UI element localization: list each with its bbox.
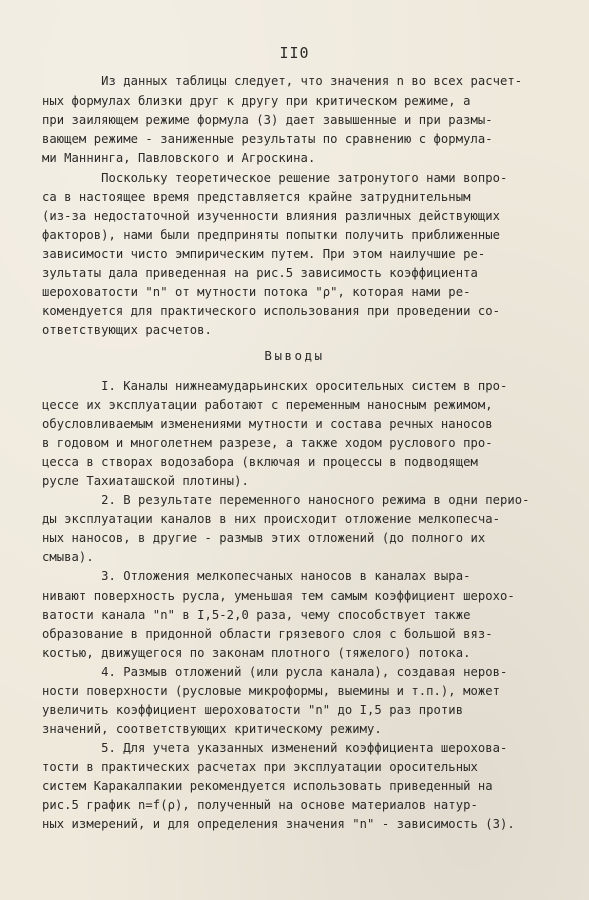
paragraph-2-line-7: шероховатости "n" от мутности потока "ρ", которая нами ре- bbox=[42, 285, 471, 299]
conclusion-1-line-6: русле Тахиаташской плотины). bbox=[42, 474, 249, 488]
paragraph-2-line-5: зависимости чисто эмпирическим путем. При этом наилучшие ре- bbox=[42, 247, 486, 261]
paragraph-1-line-1: Из данных таблицы следует, что значения n во всех расчет- bbox=[42, 74, 523, 88]
conclusion-4-line-4: значений, соответствующих критическому режиму. bbox=[42, 722, 382, 736]
conclusion-1-line-4: в годовом и многолетнем разрезе, а также ходом руслового про- bbox=[42, 436, 493, 450]
conclusion-3-line-2: нивают поверхность русла, уменьшая тем самым коэффициент шерохо- bbox=[42, 589, 515, 603]
paragraph-2-line-6: зультаты дала приведенная на рис.5 зависимость коэффициента bbox=[42, 266, 478, 280]
paragraph-2-line-2: са в настоящее время представляется крайне затруднительным bbox=[42, 190, 471, 204]
paragraph-2-line-4: факторов), нами были предприняты попытки получить приближенные bbox=[42, 228, 501, 242]
paragraph-2-line-9: ответствующих расчетов. bbox=[42, 323, 212, 337]
paragraph-1-line-5: ми Маннинга, Павловского и Агроскина. bbox=[42, 151, 316, 165]
conclusion-1-line-1: I. Каналы нижнеамударьинских оросительных систем в про- bbox=[42, 379, 508, 393]
conclusion-4-line-1: 4. Размыв отложений (или русла канала), создавая неров- bbox=[42, 665, 508, 679]
paragraph-1-line-2: ных формулах близки друг к другу при критическом режиме, а bbox=[42, 94, 471, 108]
conclusion-4-line-3: увеличить коэффициент шероховатости "n" до I,5 раз против bbox=[42, 703, 464, 717]
conclusion-2-line-4: смыва). bbox=[42, 550, 94, 564]
page-number: II0 bbox=[279, 44, 310, 62]
conclusion-5-line-5: ных измерений, и для определения значения "n" - зависимость (3). bbox=[42, 817, 515, 831]
conclusion-3-line-4: образование в придонной области грязевого слоя с большой вяз- bbox=[42, 627, 493, 641]
conclusion-2-line-3: ных наносов, в другие - размыв этих отложений (до полного их bbox=[42, 531, 486, 545]
conclusion-5-line-2: тости в практических расчетах при эксплуатации оросительных bbox=[42, 760, 478, 774]
conclusion-1-line-3: обусловливаемым изменениями мутности и состава речных наносов bbox=[42, 417, 493, 431]
conclusion-5-line-3: систем Каракалпакии рекомендуется использовать приведенный на bbox=[42, 779, 493, 793]
conclusion-1-line-5: цесса в створах водозабора (включая и процессы в подводящем bbox=[42, 455, 478, 469]
conclusion-3-line-1: 3. Отложения мелкопесчаных наносов в каналах выра- bbox=[42, 569, 471, 583]
conclusion-5-line-4: рис.5 график n=f(ρ), полученный на основе материалов натур- bbox=[42, 798, 478, 812]
paragraph-2-line-1: Поскольку теоретическое решение затронутого нами вопро- bbox=[42, 171, 508, 185]
conclusion-3-line-5: костью, движущегося по законам плотного (тяжелого) потока. bbox=[42, 646, 471, 660]
paragraph-2-line-8: комендуется для практического использования при проведении со- bbox=[42, 304, 501, 318]
conclusion-2-line-2: ды эксплуатации каналов в них происходит отложение мелкопесча- bbox=[42, 512, 501, 526]
paragraph-2-line-3: (из-за недостаточной изученности влияния различных действующих bbox=[42, 209, 501, 223]
conclusion-4-line-2: ности поверхности (русловые микроформы, выемины и т.п.), может bbox=[42, 684, 501, 698]
conclusion-3-line-3: ватости канала "n" в I,5-2,0 раза, чему способствует также bbox=[42, 608, 471, 622]
conclusion-1-line-2: цессе их эксплуатации работают с переменным наносным режимом, bbox=[42, 398, 493, 412]
conclusions-heading: Выводы bbox=[264, 348, 325, 363]
paragraph-1-line-3: при заиляющем режиме формула (3) дает завышенные и при размы- bbox=[42, 113, 493, 127]
paragraph-1-line-4: вающем режиме - заниженные результаты по сравнению с формула- bbox=[42, 132, 493, 146]
conclusion-5-line-1: 5. Для учета указанных изменений коэффициента шерохова- bbox=[42, 741, 508, 755]
conclusion-2-line-1: 2. В результате переменного наносного режима в одни перио- bbox=[42, 493, 530, 507]
